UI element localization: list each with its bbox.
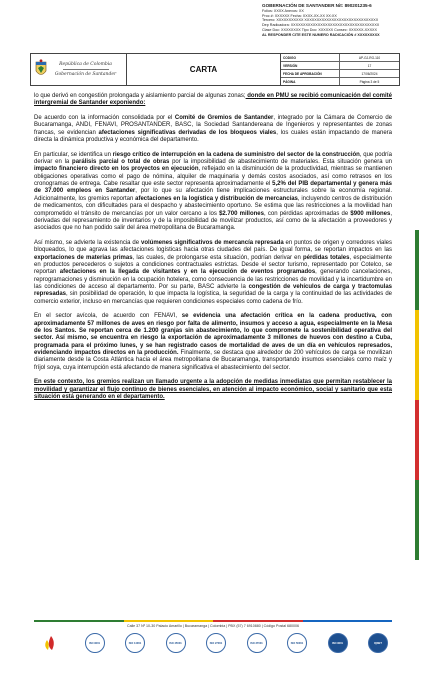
- certification-badge-icon: ISO 9001: [328, 633, 348, 653]
- certification-badge-icon: ISO 14001: [125, 633, 145, 653]
- stamp-line: Folios: XXXX Anexos: XX: [262, 9, 304, 13]
- paragraph: lo que derivó en congestión prolongada y aislamiento parcial de algunas zonas; donde en PMU se recibió comunicación del comité intergremial de Santander exponiendo:: [34, 93, 392, 107]
- letter-body: [34, 93, 392, 409]
- document-footer: [34, 620, 392, 653]
- certification-badge-icon: ISO 9001: [85, 633, 105, 653]
- meta-value: Página 3 de 5: [359, 79, 380, 84]
- certification-badge-icon: ISO 45001: [166, 633, 186, 653]
- document-title: CARTA: [127, 54, 281, 85]
- footer-color-rule: [34, 620, 392, 622]
- iqnet-badge-icon: IQNET: [368, 633, 388, 653]
- santander-flame-icon: [38, 634, 64, 652]
- divider: [63, 69, 109, 70]
- certification-badge-icon: ISO 37001: [247, 633, 267, 653]
- meta-value: 17/06/2024: [361, 71, 378, 76]
- gobernacion-label: Gobernación de Santander: [54, 71, 117, 77]
- meta-key: FECHA DE APROBACIÓN: [281, 70, 340, 77]
- stamp-line: AL RESPONDER CITE ESTE NUMERO RADICACIÓN # XXXXXXXXX: [262, 32, 380, 37]
- paragraph: De acuerdo con la información consolidada por el Comité de Gremios de Santander, integrado por la Cámara de Comercio de Bucaramanga, ANDI, FENAVI, PROSANTANDER, BASC, la Sociedad Santandereana de Ingenieros y representantes de zonas francas, se evidencian afectaciones significativas derivadas de los bloqueos viales, los cuales están impactando de manera directa la dinámica productiva y económica del departamento.: [34, 115, 392, 144]
- paragraph: En particular, se identifica un riesgo crítico de interrupción en la cadena de suministro del sector de la construcción, que podría derivar en la parálisis parcial o total de obras por la imposibilidad de abastecimiento de materiales. Esta situación genera un impacto financiero directo en los proyectos en ejecución, reflejado en la disminución de la productividad, mientras se mantienen obligaciones operativas como el pago de nómina, alquiler de maquinaria y demás costos asociados, así como retrasos en los cronogramas de entrega. Cabe resaltar que este sector representa aproximadamente el 5,2% del PIB departamental y genera más de 37.000 empleos en Santander, por lo que su afectación tiene implicaciones estructurales sobre la economía regional. Adicionalmente, los gremios reportan afectaciones en la logística y distribución de mercancías, incluyendo centros de distribución de medicamentos, con dificultades para el despacho y abastecimiento oportuno. Se estima que las restricciones a la movilidad han comprometido el tránsito de mercancías por un valor cercano a los $2.700 millones, con pérdidas aproximadas de $900 millones, derivadas del represamiento de inventarios y de la imposibilidad de movilizar productos, así como de la afectación a proveedores y asociados que no han podido salir del área metropolitana de Bucaramanga.: [34, 151, 393, 232]
- meta-key: VERSIÓN: [281, 62, 340, 69]
- certification-badge-icon: ISO 27001: [206, 633, 226, 653]
- meta-row: [281, 54, 399, 62]
- meta-key: PÁGINA: [281, 78, 340, 85]
- footer-address: Calle 37 Nº 10-30 Palacio Amarillo | Bucaramanga | Colombia | PBX (57) 7 6910880 | Código Postal 680006: [126, 624, 300, 628]
- republica-label: República de Colombia: [59, 62, 112, 68]
- stamp-line: Dep Radicadora: XXXXXXXXXXXXXXXXXXXXXXXXXXXXXXXXXXXX: [262, 23, 380, 28]
- stamp-title: GOBERNACIÓN DE SANTANDER Nit: 890201235-6: [262, 3, 372, 8]
- meta-value: 17: [367, 63, 372, 68]
- document-header: [30, 53, 400, 86]
- santander-logo: [38, 634, 64, 652]
- meta-row: [281, 70, 399, 78]
- stamp-line: Tercero: XXXXXXXXXXX XXXXXXXXXXXXXXXXXXXXXXXXXXXXXX: [262, 18, 379, 23]
- header-meta: [281, 54, 399, 85]
- meta-key: CODIGO: [281, 54, 340, 61]
- meta-row: [281, 78, 399, 85]
- meta-row: [281, 62, 399, 70]
- closing-paragraph: En este contexto, los gremios realizan un llamado urgente a la adopción de medidas inmediatas que permitan restablecer la movilidad y garantizar el flujo continuo de bienes esenciales, en atención al impacto económico, social y sanitario que esta situación está generando en el departamento.: [34, 379, 392, 401]
- stamp-line: Clase Doc: XXXXXXXX Tipo Doc: XXXXXX Consec: XXXXXX-XXXXX: [262, 27, 377, 32]
- meta-value: AP-GJ-RG-110: [358, 55, 381, 60]
- header-logo-cell: [31, 54, 127, 85]
- stamp-line: Proc #: XXXXXX Fecha: XXXX-XX-XX XX:XX: [262, 13, 337, 18]
- coat-of-arms-icon: [35, 59, 47, 79]
- paragraph: Así mismo, se advierte la existencia de volúmenes significativos de mercancía represada en puntos de origen y corredores viales bloqueados, lo que agrava las afectaciones logísticas hacia otras ciudades del país. De igual forma, se reportan impactos en las exportaciones de materias primas, las cuales, de prolongarse esta situación, podrían derivar en pérdidas totales, especialmente en productos perecederos o sujetos a condiciones contractuales estrictas. Desde el sector turismo, representado por Cotelco, se reportan afectaciones en la llegada de visitantes y en la ejecución de eventos programados, generando cancelaciones, reprogramaciones y disminución en la ocupación hotelera, como consecuencia de las restricciones de movilidad y la incertidumbre en las condiciones de acceso al departamento. Por su parte, BASC advierte la congestión de vehículos de carga y tractomulas represadas, sin posibilidad de operación, lo que impacta la logística, la seguridad de la carga y la continuidad de las actividades de comercio exterior, incluso en mercancías que requieren condiciones especiales como cadena de frío.: [34, 239, 393, 305]
- certification-badge-icon: ISO 50001: [287, 633, 307, 653]
- radication-stamp: [262, 3, 422, 37]
- paragraph: En el sector avícola, de acuerdo con FENAVI, se evidencia una afectación crítica en la cadena productiva, con aproximadamente 57 millones de aves en riesgo por falta de alimento, insumos y acceso a agua, especialmente en la Mesa de los Santos. Se reportan cerca de 1.200 granjas sin abastecimiento, lo que compromete la sostenibilidad operativa del sector. Así mismo, se encuentra en riesgo la exportación de aproximadamente 3 millones de huevos con destino a Cuba, programada para el próximo lunes, y se han registrado casos de mortalidad de aves de un día en vehículos represados, evidenciando impactos directos en la producción. Finalmente, se destaca que alrededor de 200 vehículos de carga se movilizan diariamente desde la Costa Atlántica hacia el área metropolitana de Bucaramanga, transportando insumos esenciales como maíz y fríjol soya, cuya interrupción está afectando de manera significativa el abastecimiento del sector.: [34, 313, 392, 371]
- certification-badges: [34, 633, 392, 653]
- side-decoration-stripe: [412, 230, 422, 560]
